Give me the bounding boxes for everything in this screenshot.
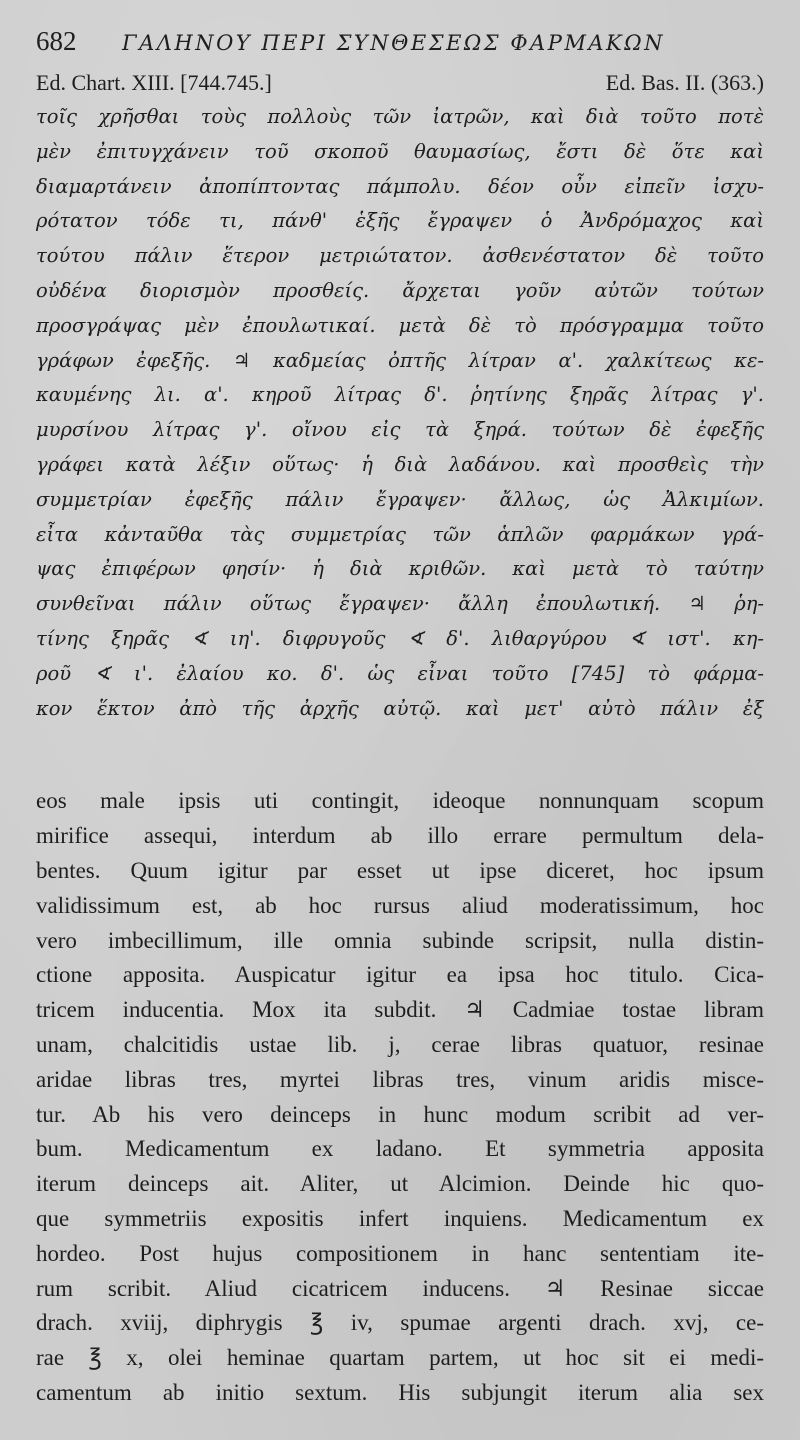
latin-line: unam, chalcitidis ustae lib. j, cerae libras quatuor, resinae <box>36 1031 764 1057</box>
greek-line: γράφων ἐφεξῆς. ♃ καδμείας ὀπτῆς λίτραν α'. χαλκίτεως κε- <box>36 348 764 372</box>
greek-line: καυμένης λι. α'. κηροῦ λίτρας δ'. ῥητίνης ξηρᾶς λίτρας γ'. <box>36 383 764 407</box>
greek-line: διαμαρτάνειν ἀποπίπτοντας πάμπολυ. δέον οὖν εἰπεῖν ἰσχυ- <box>36 174 764 198</box>
latin-line: validissimum est, ab hoc rursus aliud moderatissimum, hoc <box>36 892 764 918</box>
greek-line: μὲν ἐπιτυγχάνειν τοῦ σκοποῦ θαυμασίως, ἔστι δὲ ὅτε καὶ <box>36 139 764 163</box>
greek-text-block <box>36 100 764 726</box>
latin-line: mirifice assequi, interdum ab illo errare permultum dela- <box>36 823 764 849</box>
greek-line: οὐδένα διορισμὸν προσθείς. ἄρχεται γοῦν αὐτῶν τούτων <box>36 278 764 302</box>
page-number: 682 <box>36 26 77 56</box>
greek-line: γράφει κατὰ λέξιν οὕτως· ἡ διὰ λαδάνου. καὶ προσθεὶς τὴν <box>36 452 764 476</box>
edition-chartier: Ed. Chart. XIII. [744.745.] <box>36 70 272 95</box>
greek-line: προσγράψας μὲν ἐπουλωτικαί. μετὰ δὲ τὸ πρόσγραμμα τοῦτο <box>36 313 764 337</box>
latin-line: eos male ipsis uti contingit, ideoque nonnunquam scopum <box>36 788 764 814</box>
latin-line: drach. xviij, diphrygis ℥ iv, spumae argenti drach. xvj, ce- <box>36 1310 764 1336</box>
edition-basel: Ed. Bas. II. (363.) <box>605 70 764 95</box>
greek-line: μυρσίνου λίτρας γ'. οἴνου εἰς τὰ ξηρά. τούτων δὲ ἐφεξῆς <box>36 418 764 442</box>
running-title: ΓΑΛΗΝΟΥ ΠΕΡΙ ΣΥΝΘΕΣΕΩΣ ΦΑΡΜΑΚΩΝ <box>122 31 665 55</box>
column-gap <box>36 726 764 784</box>
latin-line: tur. Ab his vero deinceps in hunc modum scribit ad ver- <box>36 1101 764 1127</box>
greek-line: ψας ἐπιφέρων φησίν· ἡ διὰ κριθῶν. καὶ μετὰ τὸ ταύτην <box>36 557 764 581</box>
latin-line: iterum deinceps ait. Aliter, ut Alcimion. Deinde hic quo- <box>36 1171 764 1197</box>
greek-line: ρότατον τόδε τι, πάνθ' ἑξῆς ἔγραψεν ὁ Ἀνδρόμαχος καὶ <box>36 209 764 233</box>
greek-line: τούτου πάλιν ἕτερον μετριώτατον. ἀσθενέστατον δὲ τοῦτο <box>36 244 764 268</box>
latin-line: vero imbecillimum, ille omnia subinde scripsit, nulla distin- <box>36 927 764 953</box>
greek-line: εἶτα κἀνταῦθα τὰς συμμετρίας τῶν ἁπλῶν φαρμάκων γρά- <box>36 522 764 546</box>
latin-line: rae ℥ x, olei heminae quartam partem, ut hoc sit ei medi- <box>36 1345 764 1371</box>
latin-line: camentum ab initio sextum. His subjungit iterum alia sex <box>36 1379 764 1405</box>
greek-line: κον ἕκτον ἀπὸ τῆς ἀρχῆς αὐτῷ. καὶ μετ' αὐτὸ πάλιν ἐξ <box>36 696 764 720</box>
greek-line: συνθεῖναι πάλιν οὕτως ἔγραψεν· ἄλλη ἐπουλωτική. ♃ ῥη- <box>36 592 764 616</box>
edition-references <box>36 70 764 98</box>
latin-line: bentes. Quum igitur par esset ut ipse diceret, hoc ipsum <box>36 857 764 883</box>
greek-line: ροῦ ∢ ι'. ἐλαίου κο. δ'. ὡς εἶναι τοῦτο [745] τὸ φάρμα- <box>36 661 764 685</box>
latin-line: hordeo. Post hujus compositionem in hanc sententiam ite- <box>36 1240 764 1266</box>
latin-text-block <box>36 784 764 1410</box>
latin-line: rum scribit. Aliud cicatricem inducens. ♃ Resinae siccae <box>36 1275 764 1301</box>
running-head <box>36 26 764 68</box>
latin-line: tricem inducentia. Mox ita subdit. ♃ Cadmiae tostae libram <box>36 997 764 1023</box>
greek-line: συμμετρίαν ἐφεξῆς πάλιν ἔγραψεν· ἄλλως, ὡς Ἀλκιμίων. <box>36 487 764 511</box>
latin-line: que symmetriis expositis infert inquiens. Medicamentum ex <box>36 1205 764 1231</box>
latin-line: bum. Medicamentum ex ladano. Et symmetria apposita <box>36 1136 764 1162</box>
greek-line: τίνης ξηρᾶς ∢ ιη'. διφρυγοῦς ∢ δ'. λιθαργύρου ∢ ιστ'. κη- <box>36 626 764 650</box>
greek-line: τοῖς χρῆσθαι τοὺς πολλοὺς τῶν ἰατρῶν, καὶ διὰ τοῦτο ποτὲ <box>36 105 764 128</box>
latin-line: aridae libras tres, myrtei libras tres, vinum aridis misce- <box>36 1066 764 1092</box>
latin-line: ctione apposita. Auspicatur igitur ea ipsa hoc titulo. Cica- <box>36 962 764 988</box>
